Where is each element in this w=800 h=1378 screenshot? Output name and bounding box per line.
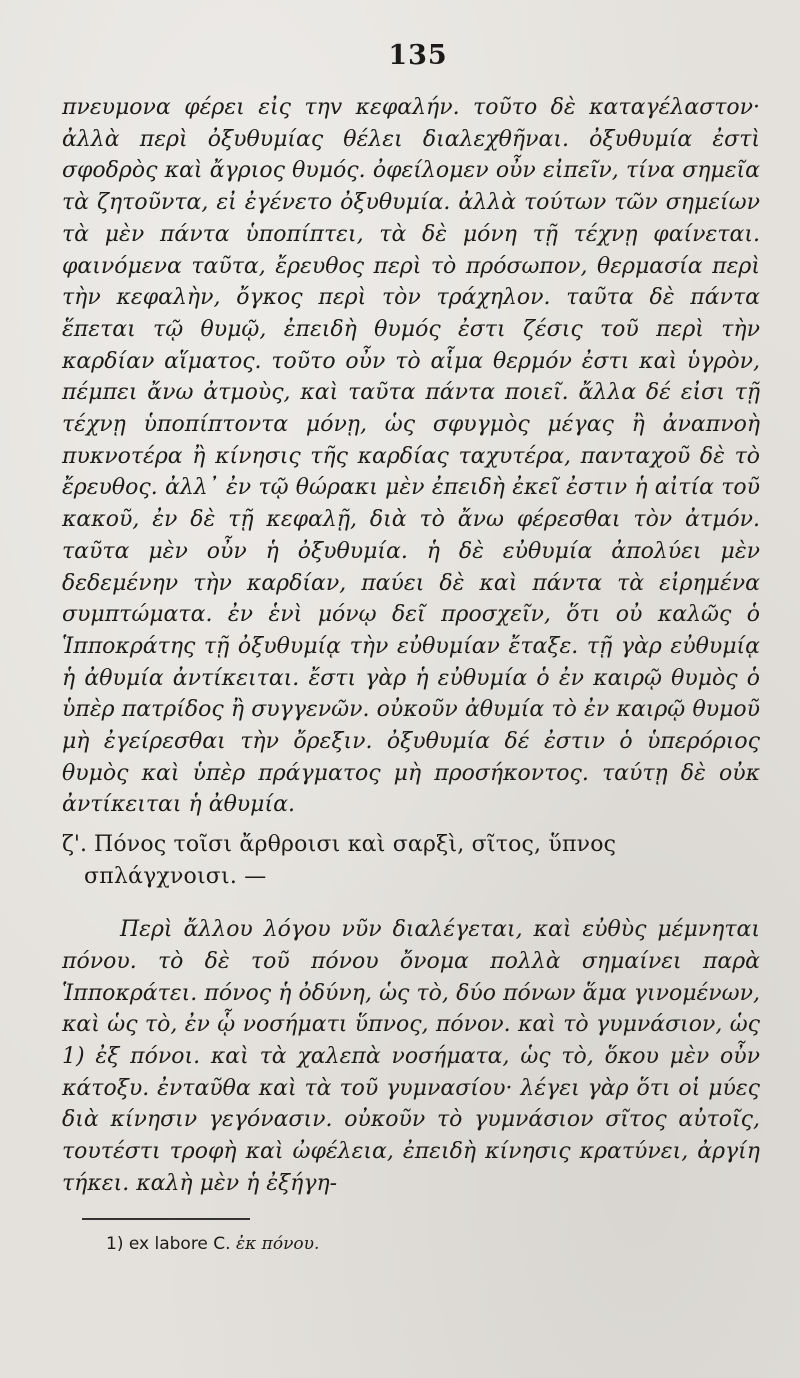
footnote-latin: ex labore C.: [128, 1233, 231, 1254]
footnote-marker: 1): [106, 1233, 124, 1254]
paragraph-commentary-1: πνευμονα φέρει εἰς τηv κεφαλήν. τοῦτο δὲ καταγέλαστον· ἀλλὰ περὶ ὀξυθυμίας θέλει διαλεχθῆναι. ὀξυθυμία ἐστὶ σφοδρὸς καὶ ἄγριος θυμός. ὀφείλομεν οὖν εἰπεῖν, τίνα σημεῖα τὰ ζητοῦντα, εἰ ἐγένετο ὀξυθυμία. ἀλλὰ τούτων τῶν σημείων τὰ μὲν πάντα ὑποπίπτει, τὰ δὲ μόνη τῇ τέχνῃ φαίνεται. φαινόμενα ταῦτα, ἔρευθος περὶ τὸ πρόσωπον, θερμασία περὶ τὴν κεφαλὴν, ὄγκος περὶ τὸν τράχηλον. ταῦτα δὲ πάντα ἕπεται τῷ θυμῷ, ἐπειδὴ θυμός ἐστι ζέσις τοῦ περὶ τὴν καρδίαν αἵματος. τοῦτο οὖν τὸ αἷμα θερμόν ἐστι καὶ ὑγρὸν, πέμπει ἄνω ἀτμοὺς, καὶ ταῦτα πάντα ποιεῖ. ἄλλα δέ εἰσι τῇ τέχνῃ ὑποπίπτοντα μόνῃ, ὡς σφυγμὸς μέγας ἢ ἀναπνοὴ πυκνοτέρα ἢ κίνησις τῆς καρδίας ταχυτέρα, πανταχοῦ δὲ τὸ ἔρευθος. ἀλλ᾽ ἐν τῷ θώρακι μὲν ἐπειδὴ ἐκεῖ ἐστιν ἡ αἰτία τοῦ κακοῦ, ἐν δὲ τῇ κεφαλῇ, διὰ τὸ ἄνω φέρεσθαι τὸν ἀτμόν. ταῦτα μὲν οὖν ἡ ὀξυθυμία. ἡ δὲ εὐθυμία ἀπολύει μὲν δεδεμένην τὴν καρδίαν, παύει δὲ καὶ πάντα τὰ εἰρημένα συμπτώματα. ἐν ἑνὶ μόνῳ δεῖ προσχεῖν, ὅτι οὐ καλῶς ὁ Ἱπποκράτης τῇ ὀξυθυμίᾳ τὴν εὐθυμίαν ἔταξε. τῇ γὰρ εὐθυμίᾳ ἡ ἀθυμία ἀντίκειται. ἔστι γὰρ ἡ εὐθυμία ὁ ἐν καιρῷ θυμὸς ὁ ὑπὲρ πατρίδος ἢ συγγενῶν. οὐκοῦν ἀθυμία τὸ ἐν καιρῷ θυμοῦ μὴ ἐγείρεσθαι τὴν ὄρεξιν. ὀξυθυμία δέ ἐστιν ὁ ὑπερόριος θυμὸς καὶ ὑπὲρ πράγματος μὴ προσήκοντος. ταύτῃ δὲ οὐκ ἀντίκειται ἡ ἀθυμία.: [62, 95, 760, 818]
aphorism-text: Πόνος τοῖσι ἄρθροισι καὶ σαρξὶ, σῖτος, ὕπνος σπλάγχνοισι. —: [84, 832, 617, 889]
footnote-divider: [82, 1218, 250, 1220]
footnote: [106, 1232, 760, 1256]
paragraph-commentary-2: Περὶ ἄλλου λόγου νῦν διαλέγεται, καὶ εὐθὺς μέμνηται πόνου. τὸ δὲ τοῦ πόνου ὄνομα πολλὰ σημαίνει παρὰ Ἱπποκράτει. πόνος ἡ ὀδύνη, ὡς τὸ, δύο πόνων ἅμα γινομένων, καὶ ὡς τὸ, ἐν ᾧ νοσήματι ὕπνος, πόνον. καὶ τὸ γυμνάσιον, ὡς 1) ἐξ πόνοι. καὶ τὰ χαλεπὰ νοσήματα, ὡς τὸ, ὅκου μὲν οὖν κάτοξυ. ἐνταῦθα καὶ τὰ τοῦ γυμνασίου· λέγει γὰρ ὅτι οἱ μύες διὰ κίνησιν γεγόνασιν. οὐκοῦν τὸ γυμνάσιον σῖτος αὐτοῖς, τουτέστι τροφὴ καὶ ὠφέλεια, ἐπειδὴ κίνησις κρατύνει, ἀργίη τήκει. καλὴ μὲν ἡ ἐξήγη-: [62, 917, 760, 1196]
aphorism: [62, 829, 760, 892]
footnote-greek: ἐκ πόνου.: [235, 1233, 320, 1254]
page-number: 135: [388, 40, 448, 71]
page-body: [62, 92, 760, 1200]
aphorism-number: ζ'.: [62, 832, 87, 858]
